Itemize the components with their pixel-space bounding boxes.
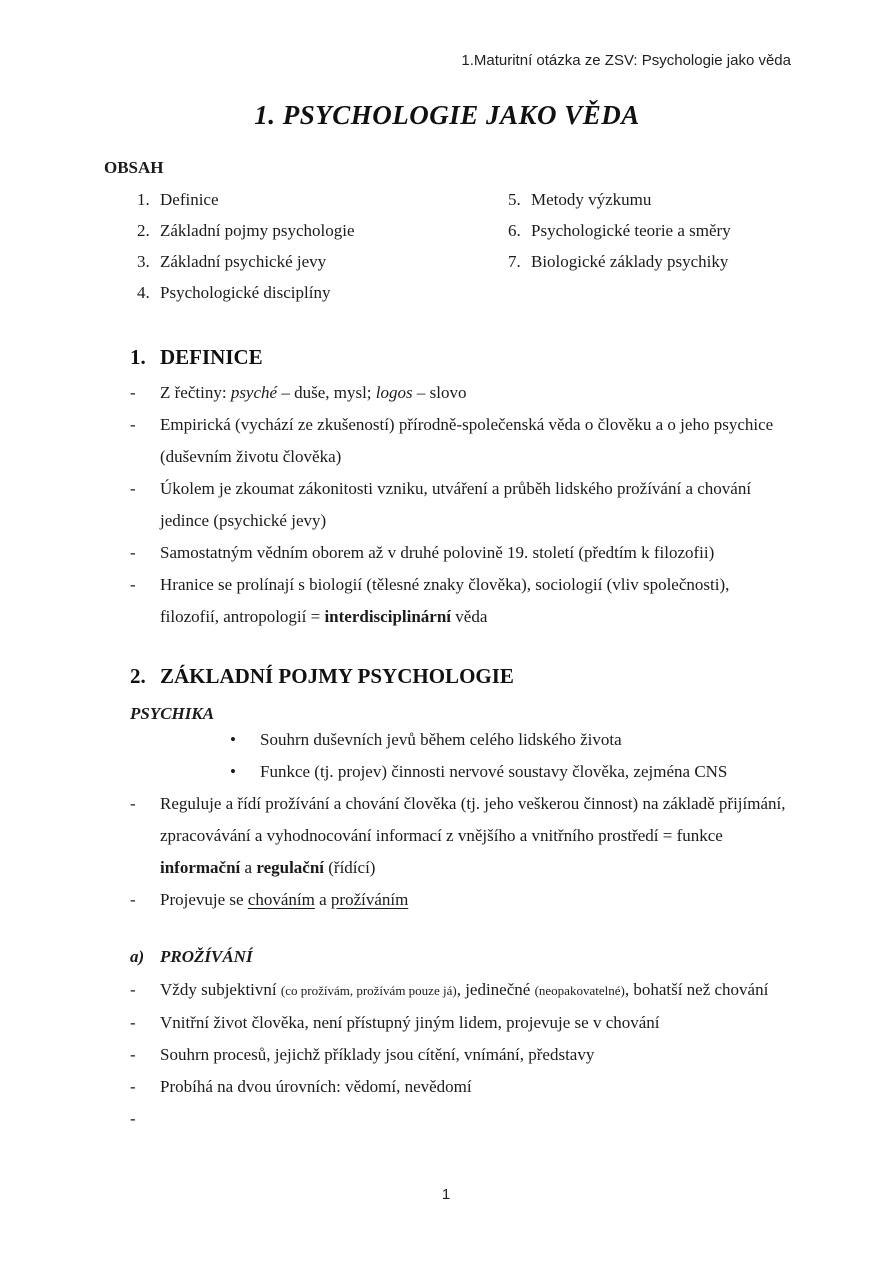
- list-item-text: Funkce (tj. projev) činnosti nervové soustavy člověka, zejména CNS: [260, 762, 728, 781]
- list-item-text: Empirická (vychází ze zkušeností) přírodně-společenská věda o člověku a o jeho psychice (duševním životu člověka): [160, 415, 774, 466]
- toc-item-label: Metody výzkumu: [531, 190, 652, 209]
- prozivani-bullet-list: [104, 974, 790, 1135]
- toc-item-label: Biologické základy psychiky: [531, 252, 729, 271]
- list-item-text: Hranice se prolínají s biologií (tělesné znaky člověka), sociologií (vliv společnosti), filozofií, antropologií = interdisciplinární věda: [160, 575, 730, 626]
- toc-item: [508, 184, 790, 215]
- dash-bullet-marker: -: [130, 1045, 136, 1064]
- list-item: [130, 409, 790, 473]
- list-item: [130, 377, 790, 409]
- list-item: [130, 537, 790, 569]
- toc-column-right: [508, 184, 790, 308]
- list-item-text: Vždy subjektivní (co prožívám, prožívám pouze já), jedinečné (neopakovatelné), bohatší než chování: [160, 980, 769, 999]
- page-header-text: 1.Maturitní otázka ze ZSV: Psychologie jako věda: [461, 52, 791, 69]
- toc-item-label: Psychologické disciplíny: [160, 283, 331, 302]
- list-item: [130, 788, 790, 884]
- dot-bullet-marker: •: [230, 730, 236, 749]
- list-item: [130, 1103, 790, 1135]
- toc-item-number: 1.: [137, 190, 150, 209]
- toc-heading: OBSAH: [104, 158, 164, 177]
- toc-item: [137, 246, 508, 277]
- list-item: [130, 884, 790, 916]
- dash-bullet-marker: -: [130, 415, 136, 434]
- list-item-text: Z řečtiny: psyché – duše, mysl; logos – slovo: [160, 383, 467, 402]
- section-title: DEFINICE: [160, 345, 263, 369]
- toc-item: [508, 246, 790, 277]
- toc-item-number: 2.: [137, 221, 150, 240]
- toc-item-number: 3.: [137, 252, 150, 271]
- subsection-letter: a): [130, 947, 145, 966]
- page-number: 1: [441, 1186, 451, 1203]
- toc-item-number: 5.: [508, 190, 521, 209]
- toc-item: [137, 277, 508, 308]
- definice-bullet-list: [104, 377, 790, 633]
- subsection-title: PROŽÍVÁNÍ: [160, 947, 253, 966]
- toc-item-label: Základní psychické jevy: [160, 252, 327, 271]
- dash-bullet-marker: -: [130, 890, 136, 909]
- toc-item-label: Psychologické teorie a směry: [531, 221, 731, 240]
- dash-bullet-marker: -: [130, 575, 136, 594]
- dot-bullet-marker: •: [230, 762, 236, 781]
- section-title: ZÁKLADNÍ POJMY PSYCHOLOGIE: [160, 664, 514, 688]
- section-number: 2.: [130, 664, 146, 688]
- section-number: 1.: [130, 345, 146, 369]
- list-item: [130, 1007, 790, 1039]
- toc-item-number: 4.: [137, 283, 150, 302]
- toc-item: [137, 215, 508, 246]
- toc-item-label: Definice: [160, 190, 219, 209]
- list-item: [130, 1071, 790, 1103]
- list-item-text: [160, 1103, 790, 1135]
- list-item-text: Souhrn duševních jevů během celého lidského života: [260, 730, 622, 749]
- subsection-heading-psychika: PSYCHIKA: [130, 704, 215, 723]
- dash-bullet-marker: -: [130, 479, 136, 498]
- list-item-text: Samostatným vědním oborem až v druhé polovině 19. století (předtím k filozofii): [160, 543, 715, 562]
- list-item-text: Projevuje se chováním a prožíváním: [160, 890, 409, 909]
- toc-item-label: Základní pojmy psychologie: [160, 221, 355, 240]
- dash-bullet-marker: -: [130, 794, 136, 813]
- document-title: 1. PSYCHOLOGIE JAKO VĚDA: [254, 100, 640, 130]
- list-item: [130, 1039, 790, 1071]
- toc-item-number: 6.: [508, 221, 521, 240]
- subsection-heading-prozivani: [130, 947, 790, 967]
- section-heading-pojmy: [130, 664, 790, 689]
- dash-bullet-marker: -: [130, 1077, 136, 1096]
- list-item-text: Úkolem je zkoumat zákonitosti vzniku, utváření a průběh lidského prožívání a chování jedince (psychické jevy): [160, 479, 752, 530]
- toc-item-number: 7.: [508, 252, 521, 271]
- list-item-text: Vnitřní život člověka, není přístupný jiným lidem, projevuje se v chování: [160, 1013, 660, 1032]
- dash-bullet-marker: -: [130, 1013, 136, 1032]
- table-of-contents: [137, 184, 790, 308]
- psychika-dot-list: [104, 724, 790, 788]
- toc-item: [508, 215, 790, 246]
- dash-bullet-marker: -: [130, 980, 136, 999]
- toc-item: [137, 184, 508, 215]
- dash-bullet-marker: -: [130, 1109, 136, 1128]
- dash-bullet-marker: -: [130, 543, 136, 562]
- toc-column-left: [137, 184, 508, 308]
- psychika-dash-list: [104, 788, 790, 916]
- list-item: [130, 473, 790, 537]
- list-item: [230, 724, 790, 756]
- section-heading-definice: [130, 345, 790, 370]
- list-item: [130, 569, 790, 633]
- list-item: [230, 756, 790, 788]
- dash-bullet-marker: -: [130, 383, 136, 402]
- list-item: [130, 974, 790, 1007]
- list-item-text: Souhrn procesů, jejichž příklady jsou cítění, vnímání, představy: [160, 1045, 595, 1064]
- list-item-text: Reguluje a řídí prožívání a chování člověka (tj. jeho veškerou činnost) na základě přijímání, zpracovávání a vyhodnocování informací z vnějšího a vnitřního prostředí = funkce informační a regulační (řídící): [160, 794, 786, 877]
- list-item-text: Probíhá na dvou úrovních: vědomí, nevědomí: [160, 1077, 472, 1096]
